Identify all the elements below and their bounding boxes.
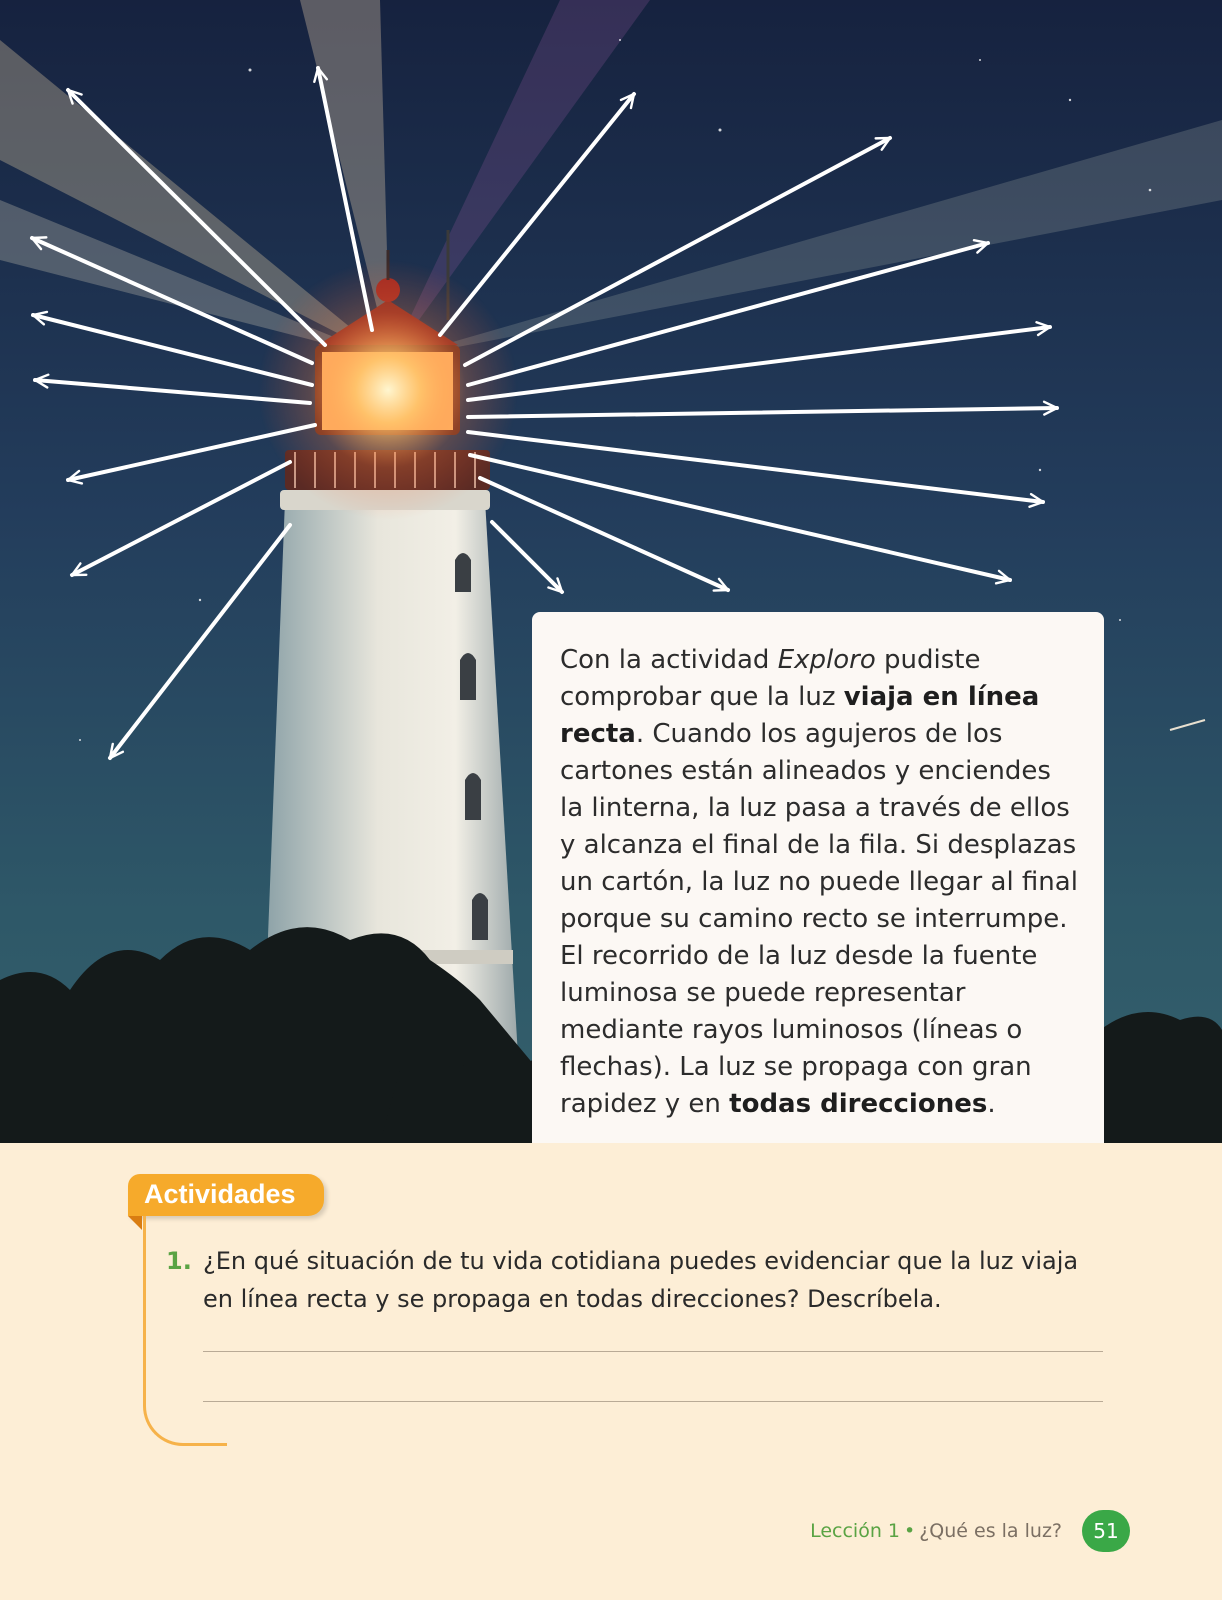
answer-line-2[interactable]: [203, 1401, 1103, 1402]
page-number: 51: [1082, 1510, 1130, 1552]
lamp-glow: [258, 260, 518, 520]
page-footer: [810, 1520, 1062, 1542]
explanation-text: Con la actividad Exploro pudiste comprobar que la luz viaja en línea recta. Cuando los agujeros de los cartones están alineados y enciendes la linterna, la luz pasa a través de ellos y alcanza el final de la fila. Si desplazas un cartón, la luz no puede llegar al final porque su camino recto se interrumpe. El recorrido de la luz desde la fuente luminosa se puede representar mediante rayos luminosos (líneas o flechas). La luz se propaga con gran rapidez y en todas direcciones.: [560, 645, 1078, 1119]
explanation-box: [532, 612, 1104, 1143]
answer-line-1[interactable]: [203, 1351, 1103, 1352]
footer-separator: •: [904, 1520, 916, 1542]
lesson-label: Lección 1: [810, 1520, 900, 1542]
tab-notch: [128, 1216, 142, 1230]
question-number: 1.: [166, 1247, 192, 1275]
lesson-title: ¿Qué es la luz?: [919, 1520, 1062, 1542]
question-text: ¿En qué situación de tu vida cotidiana puedes evidenciar que la luz viaja en línea recta y se propaga en todas direcciones? Descríbela.: [203, 1247, 1079, 1313]
activities-label: Actividades: [144, 1179, 296, 1209]
activities-tab: [128, 1174, 324, 1216]
